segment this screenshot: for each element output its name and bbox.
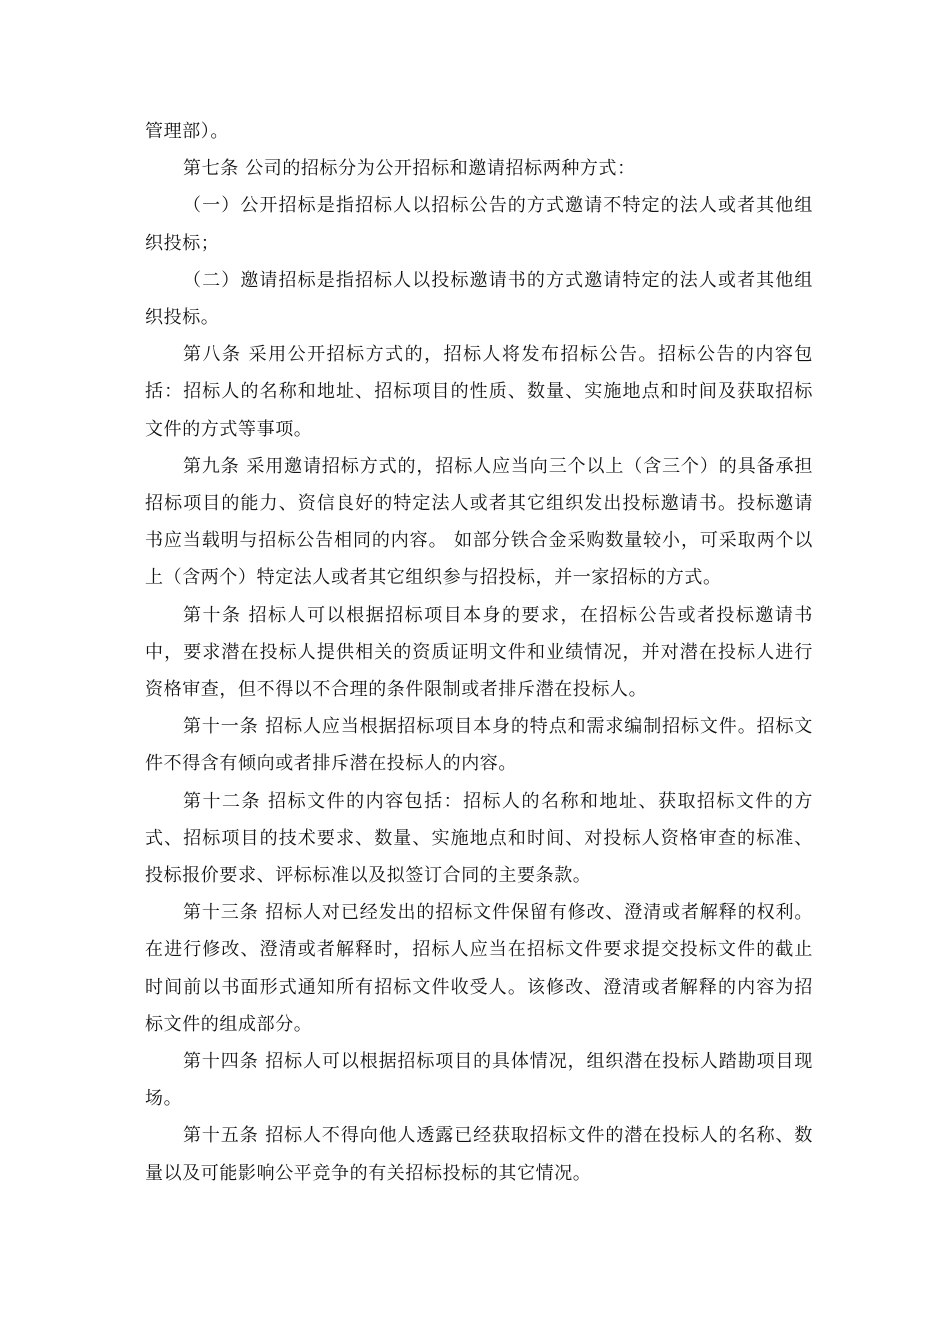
- article-14: 第十四条 招标人可以根据招标项目的具体情况，组织潜在投标人踏勘项目现场。: [145, 1051, 813, 1110]
- article-7: 第七条 公司的招标分为公开招标和邀请招标两种方式：: [183, 158, 636, 180]
- article-8: 第八条 采用公开招标方式的，招标人将发布招标公告。招标公告的内容包括：招标人的名称和地址、招标项目的性质、数量、实施地点和时间及获取招标文件的方式等事项。: [145, 344, 813, 440]
- document-body: [145, 113, 813, 1192]
- article-10: 第十条 招标人可以根据招标项目本身的要求，在招标公告或者投标邀请书中，要求潜在投标人提供相关的资质证明文件和业绩情况，并对潜在投标人进行资格审查，但不得以不合理的条件限制或者排斥潜在投标人。: [145, 604, 813, 701]
- paragraph-continuation: 管理部）。: [145, 121, 229, 142]
- article-12: 第十二条 招标文件的内容包括：招标人的名称和地址、获取招标文件的方式、招标项目的技术要求、数量、实施地点和时间、对投标人资格审查的标准、投标报价要求、评标标准以及拟签订合同的主要条款。: [145, 790, 813, 887]
- article-7-item-2: （二）邀请招标是指招标人以投标邀请书的方式邀请特定的法人或者其他组织投标。: [145, 269, 813, 329]
- article-7-item-1: （一）公开招标是指招标人以招标公告的方式邀请不特定的法人或者其他组织投标；: [145, 195, 813, 254]
- article-11: 第十一条 招标人应当根据招标项目本身的特点和需求编制招标文件。招标文件不得含有倾向或者排斥潜在投标人的内容。: [145, 716, 813, 775]
- article-15: 第十五条 招标人不得向他人透露已经获取招标文件的潜在投标人的名称、数量以及可能影响公平竞争的有关招标投标的其它情况。: [145, 1125, 813, 1184]
- article-9: 第九条 采用邀请招标方式的，招标人应当向三个以上（含三个）的具备承担招标项目的能力、资信良好的特定法人或者其它组织发出投标邀请书。投标邀请书应当载明与招标公告相同的内容。 如部分铁合金采购数量较小，可采取两个以上（含两个）特定法人或者其它组织参与招投标，并一家招标的方式。: [145, 455, 813, 589]
- article-13: 第十三条 招标人对已经发出的招标文件保留有修改、澄清或者解释的权利。在进行修改、澄清或者解释时，招标人应当在招标文件要求提交投标文件的截止时间前以书面形式通知所有招标文件收受人。该修改、澄清或者解释的内容为招标文件的组成部分。: [145, 902, 813, 1035]
